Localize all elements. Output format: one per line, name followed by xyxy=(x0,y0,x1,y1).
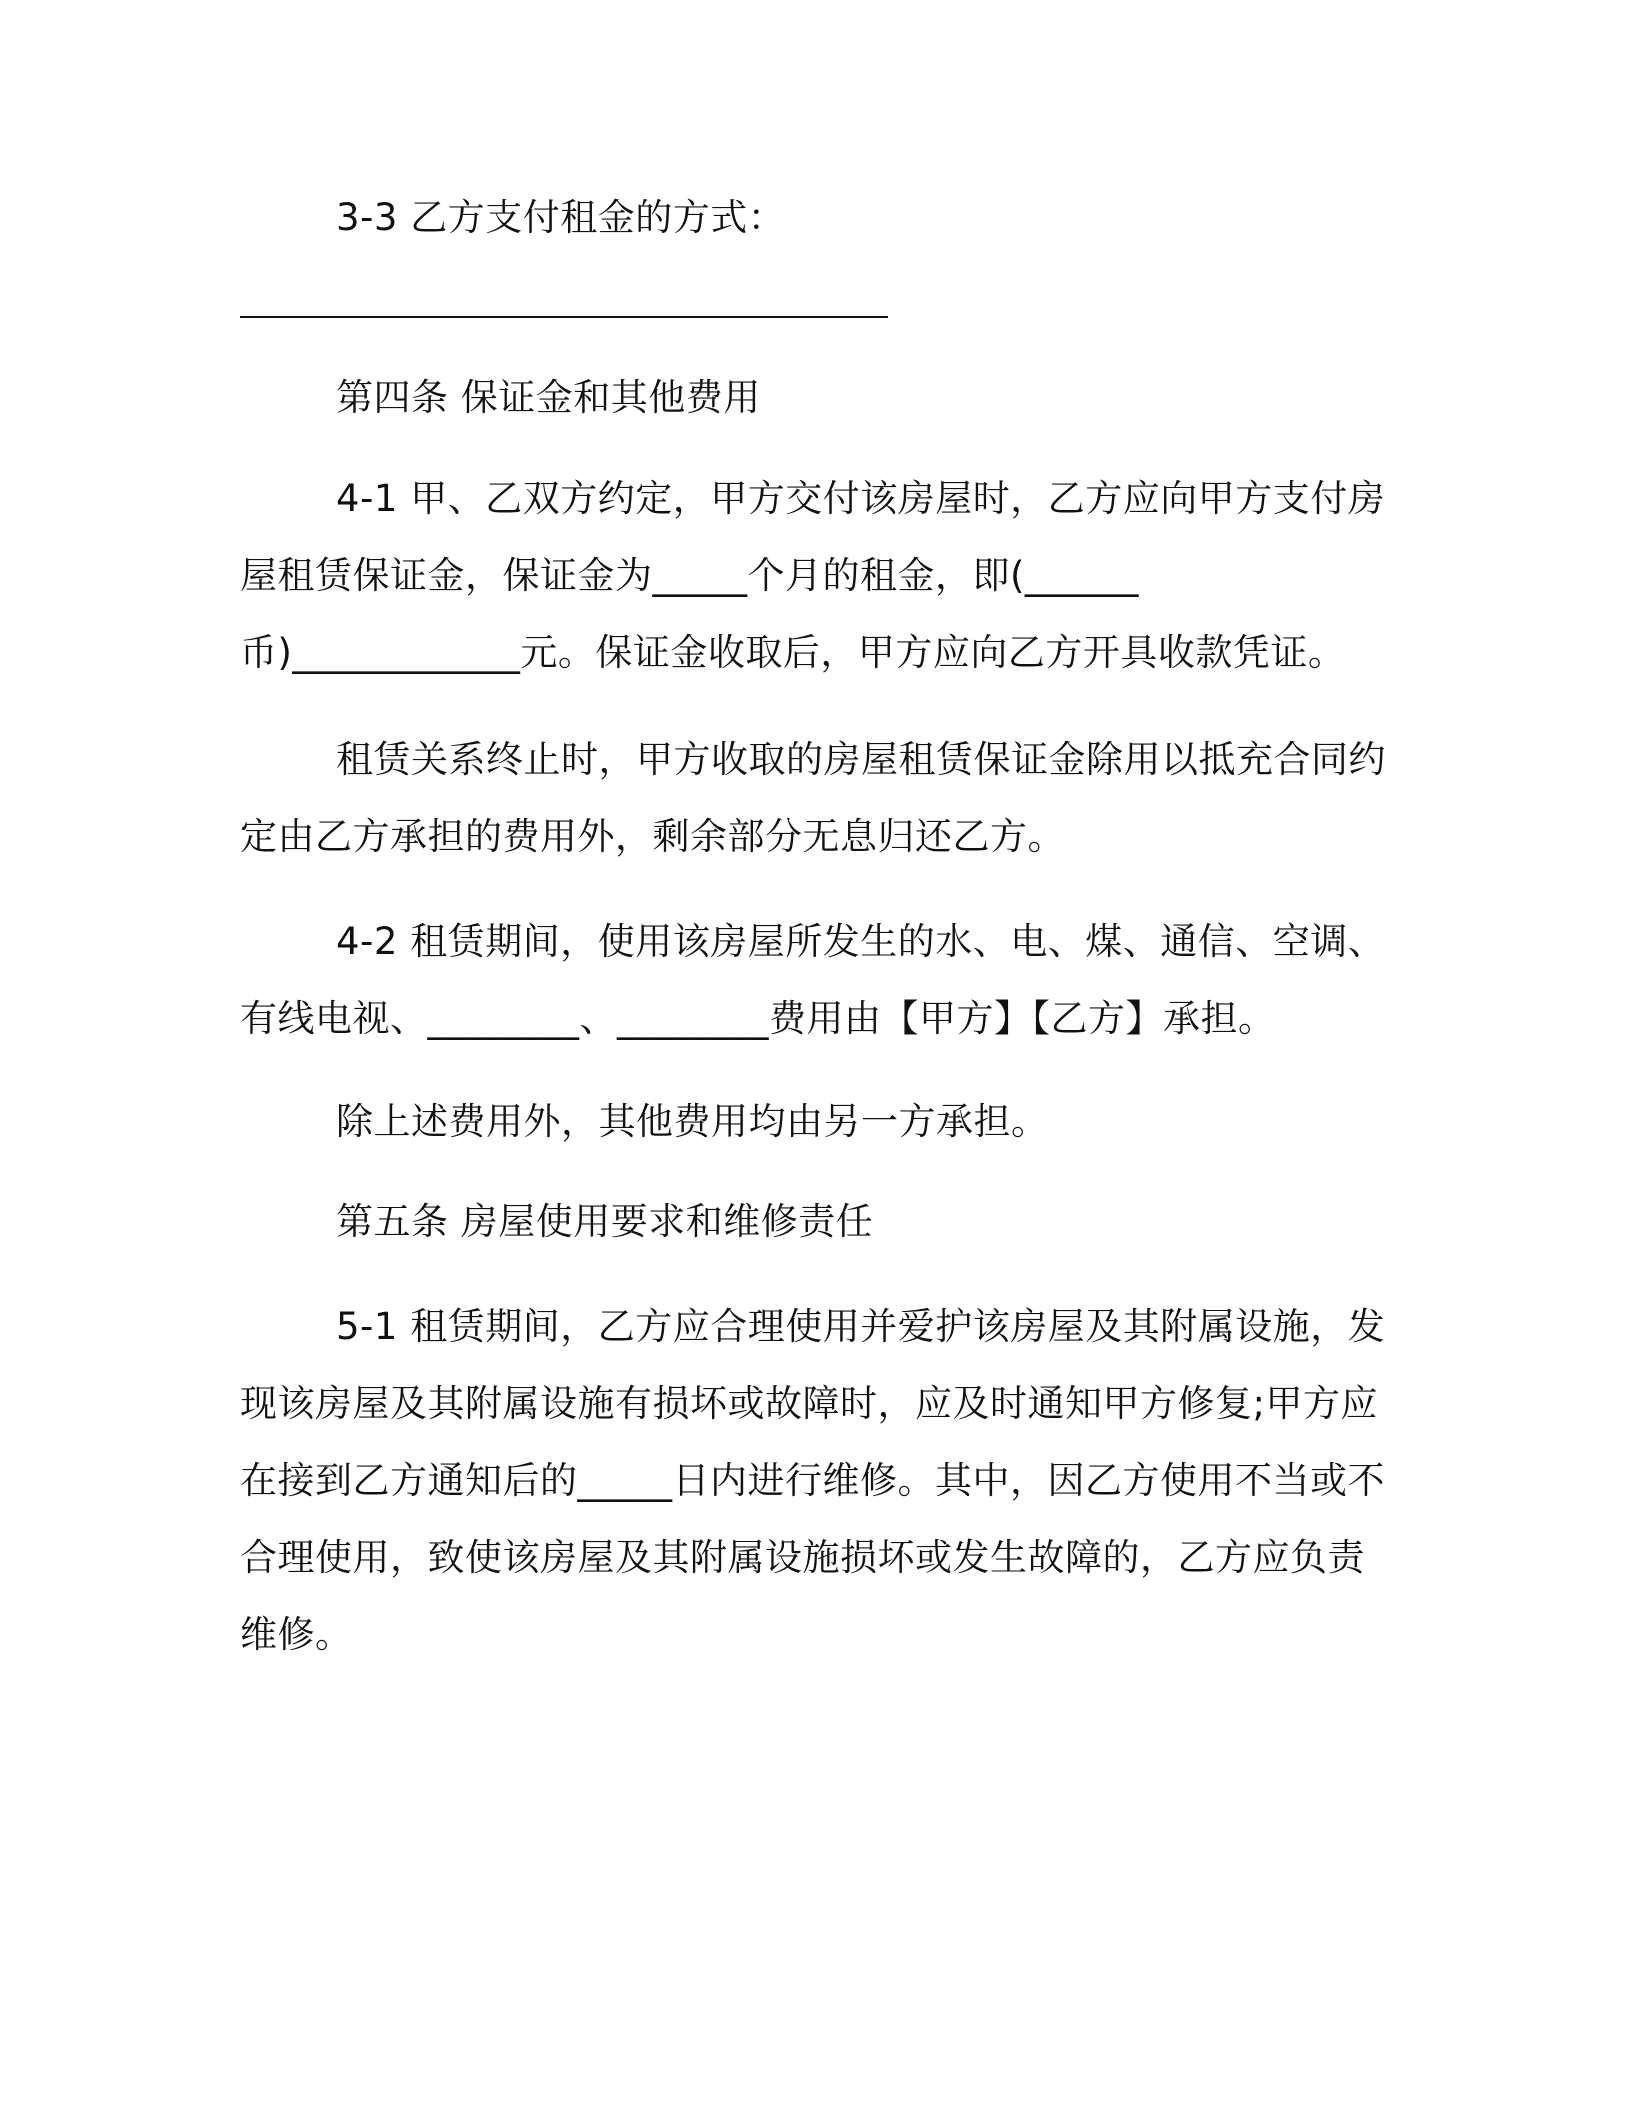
clause-4-2-line-1: 4-2 租赁期间，使用该房屋所发生的水、电、煤、通信、空调、 xyxy=(336,920,1386,963)
clause-5-1-line-4: 合理使用，致使该房屋及其附属设施损坏或发生故障的，乙方应负责 xyxy=(240,1536,1365,1579)
deposit-return-line-1: 租赁关系终止时，甲方收取的房屋租赁保证金除用以抵充合同约 xyxy=(336,738,1386,781)
clause-5-1-line-3: 在接到乙方通知后的_____日内进行维修。其中，因乙方使用不当或不 xyxy=(240,1459,1385,1502)
clause-4-1-line-1: 4-1 甲、乙双方约定，甲方交付该房屋时，乙方应向甲方支付房 xyxy=(336,477,1386,520)
clause-4-2-line-2: 有线电视、________、________费用由【甲方】【乙方】承担。 xyxy=(240,997,1276,1040)
clause-4-1-line-2: 屋租赁保证金，保证金为_____个月的租金，即(______ xyxy=(240,554,1139,597)
article-4-title: 第四条 保证金和其他费用 xyxy=(336,376,761,419)
blank-fill-line xyxy=(240,316,888,318)
clause-3-3-heading: 3-3 乙方支付租金的方式： xyxy=(336,196,786,239)
clause-4-1-line-3: 币)____________元。保证金收取后，甲方应向乙方开具收款凭证。 xyxy=(240,631,1346,674)
clause-5-1-line-2: 现该房屋及其附属设施有损坏或故障时，应及时通知甲方修复;甲方应 xyxy=(240,1382,1378,1425)
other-fees-line: 除上述费用外，其他费用均由另一方承担。 xyxy=(336,1100,1049,1143)
deposit-return-line-2: 定由乙方承担的费用外，剩余部分无息归还乙方。 xyxy=(240,815,1065,858)
article-5-title: 第五条 房屋使用要求和维修责任 xyxy=(336,1200,874,1243)
clause-5-1-line-1: 5-1 租赁期间，乙方应合理使用并爱护该房屋及其附属设施，发 xyxy=(336,1305,1386,1348)
clause-5-1-line-5: 维修。 xyxy=(240,1613,353,1656)
